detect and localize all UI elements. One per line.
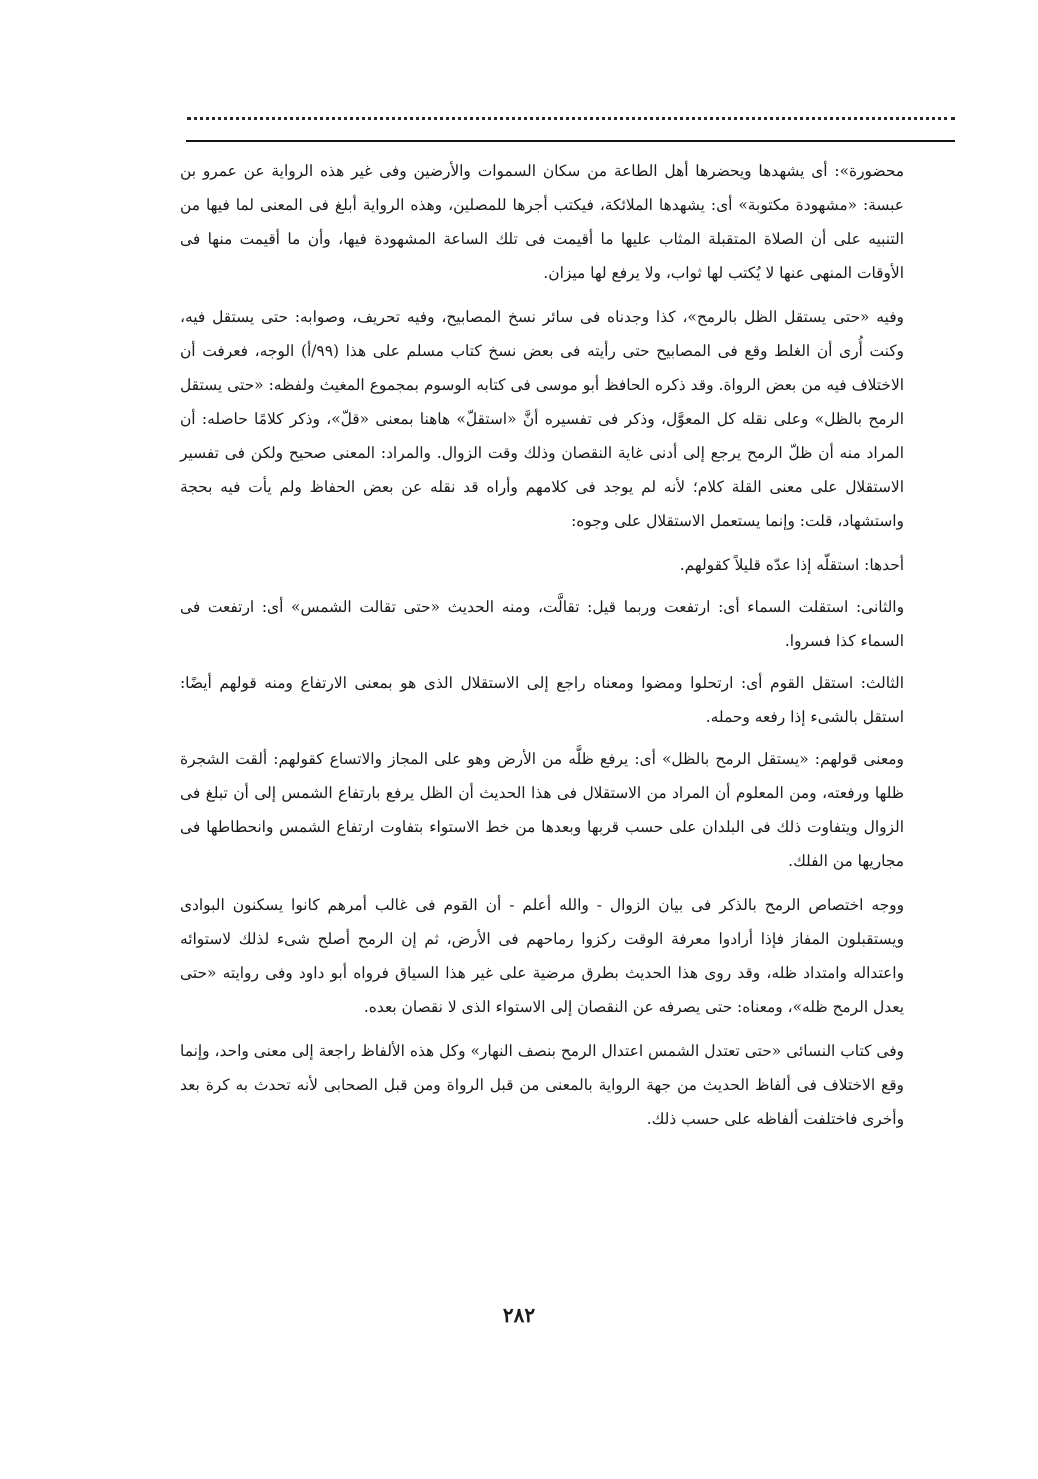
- paragraph-4: والثانى: استقلت السماء أى: ارتفعت وربما قيل: تقالَّت، ومنه الحديث «حتى تقالت الشمس» أى: ارتفعت فى السماء كذا فسروا.: [180, 598, 904, 650]
- header-dotted-rule: [187, 117, 955, 120]
- paragraph-2: وفيه «حتى يستقل الظل بالرمح»، كذا وجدناه فى سائر نسخ المصابيح، وفيه تحريف، وصوابه: حتى يستقل فيه، وكنت أُرى أن الغلط وقع فى المصابيح حتى رأيته فى بعض نسخ كتاب مسلم على هذا (٩٩/أ) الوجه، فعرفت أن الاختلاف فيه من بعض الرواة. وقد ذكره الحافظ أبو موسى فى كتابه الوسوم بمجموع المغيث ولفظه: «حتى يستقل الرمح بالظل» وعلى نقله كل المعوَّل، وذكر فى تفسيره أنَّ «استقلّ» هاهنا بمعنى «قلّ»، وذكر كلامًا حاصله: أن المراد منه أن ظلّ الرمح يرجع إلى أدنى غاية النقصان وذلك وقت الزوال. والمراد: المعنى صحيح ولكن فى تفسير الاستقلال على معنى القلة كلام؛ لأنه لم يوجد فى كلامهم وأراه قد نقله عن بعض الحفاظ ولم يأت فيه بحجة واستشهاد، قلت: وإنما يستعمل الاستقلال على وجوه:: [180, 308, 904, 530]
- paragraph-6: ومعنى قولهم: «يستقل الرمح بالظل» أى: يرفع ظلَّه من الأرض وهو على المجاز والاتساع كقولهم: ألقت الشجرة ظلها ورفعته، ومن المعلوم أن المراد من الاستقلال فى هذا الحديث أن الظل يرفع بارتفاع الشمس إلى أن تبلغ فى الزوال ويتفاوت ذلك فى البلدان على حسب قربها وبعدها من خط الاستواء بتفاوت ارتفاع الشمس وانحطاطها فى مجاريها من الفلك.: [180, 750, 904, 870]
- paragraph-7: ووجه اختصاص الرمح بالذكر فى بيان الزوال - والله أعلم - أن القوم فى غالب أمرهم كانوا يسكنون البوادى ويستقبلون المفاز فإذا أرادوا معرفة الوقت ركزوا رماحهم فى الأرض، ثم إن الرمح أصلح شىء لذلك لاستوائه واعتداله وامتداد ظله، وقد روى هذا الحديث بطرق مرضية على غير هذا السياق فرواه أبو داود وفى روايته «حتى يعدل الرمح ظله»، ومعناه: حتى يصرفه عن النقصان إلى الاستواء الذى لا نقصان بعده.: [180, 896, 904, 1016]
- body-text: [180, 154, 904, 1146]
- paragraph-1: محضورة»: أى يشهدها ويحضرها أهل الطاعة من سكان السموات والأرضين وفى غير هذه الرواية عن عمرو بن عبسة: «مشهودة مكتوبة» أى: يشهدها الملائكة، فيكتب أجرها للمصلين، وهذه الرواية أبلغ فى المعنى لما فيها من التنبيه على أن الصلاة المتقبلة المثاب عليها ما أقيمت فى تلك الساعة المشهودة فيها، وأن ما أقيمت منها فى الأوقات المنهى عنها لا يُكتب لها ثواب، ولا يرفع لها ميزان.: [180, 162, 904, 282]
- paragraph-3: أحدها: استقلّه إذا عدّه قليلاً كقولهم.: [679, 556, 904, 574]
- paragraph-5: الثالث: استقل القوم أى: ارتحلوا ومضوا ومعناه راجع إلى الاستقلال الذى هو بمعنى الارتفاع ومنه قولهم أيضًا: استقل بالشىء إذا رفعه وحمله.: [180, 674, 904, 726]
- header-solid-rule: [186, 140, 955, 142]
- paragraph-8: وفى كتاب النسائى «حتى تعتدل الشمس اعتدال الرمح بنصف النهار» وكل هذه الألفاظ راجعة إلى معنى واحد، وإنما وقع الاختلاف فى ألفاظ الحديث من جهة الرواية بالمعنى من قبل الرواة ومن قبل الصحابى لأنه تحدث به كرة بعد وأخرى فاختلفت ألفاظه على حسب ذلك.: [180, 1042, 904, 1128]
- page-number: ٢٨٢: [502, 1303, 536, 1327]
